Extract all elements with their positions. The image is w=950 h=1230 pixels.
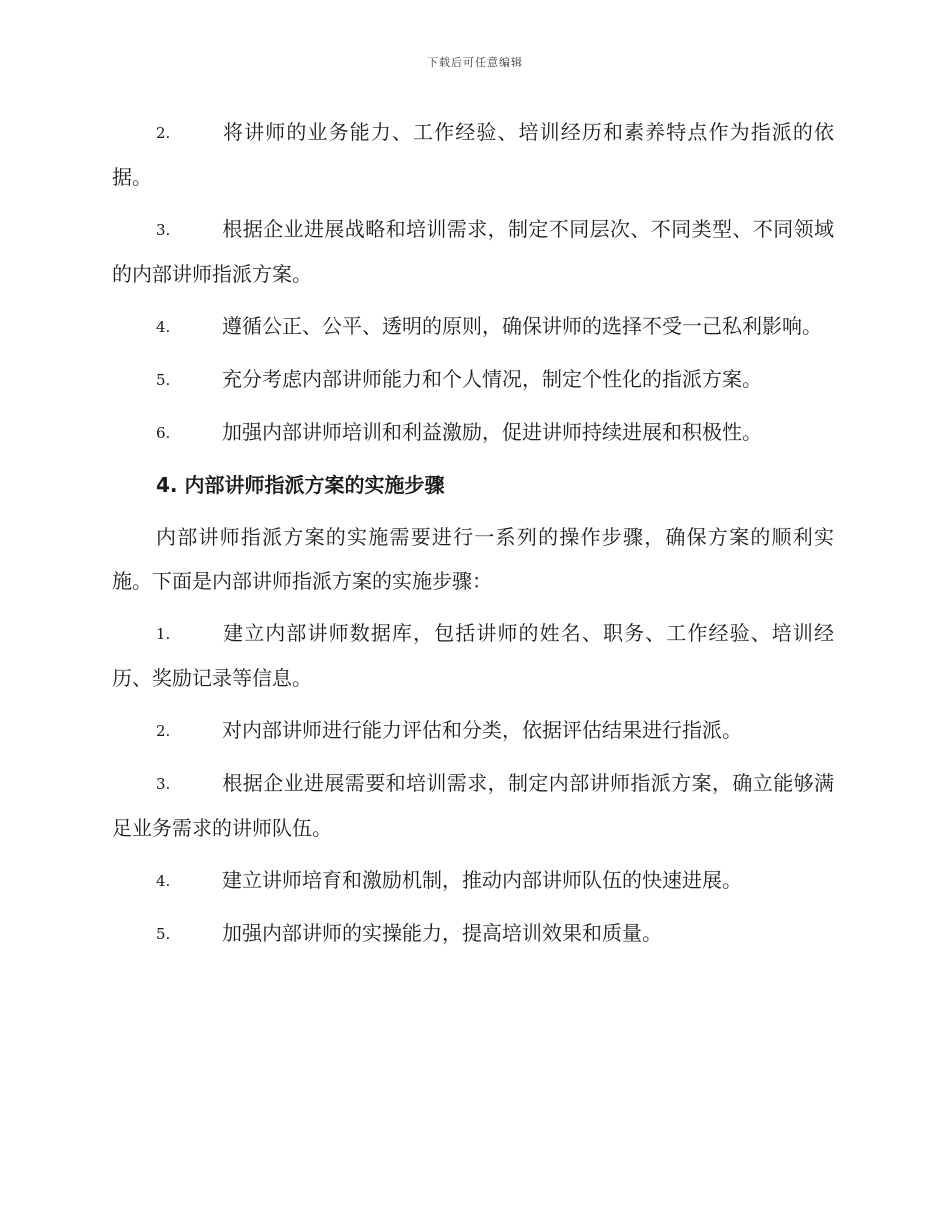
- list-item-number: 5.: [156, 925, 171, 943]
- list-item-text: 加强内部讲师培训和利益激励，促进讲师持续进展和积极性。: [222, 420, 762, 444]
- list-item-text: 将讲师的业务能力、工作经验、培训经历和素养特点作为指派的依据。: [112, 120, 834, 189]
- page-header: 下载后可任意编辑: [427, 56, 523, 69]
- list-item-number: 6.: [156, 424, 171, 442]
- list-item: [112, 410, 834, 455]
- list-item-number: 1.: [156, 625, 171, 643]
- list-item: [112, 708, 834, 753]
- list-item-text: 建立内部讲师数据库，包括讲师的姓名、职务、工作经验、培训经历、奖励记录等信息。: [112, 621, 834, 690]
- list-item-number: 3.: [156, 775, 171, 793]
- list-item-text: 根据企业进展战略和培训需求，制定不同层次、不同类型、不同领域的内部讲师指派方案。: [112, 217, 834, 286]
- document-body: [112, 110, 834, 964]
- list-item: [112, 110, 834, 199]
- list-item-number: 4.: [156, 872, 171, 890]
- list-item-text: 充分考虑内部讲师能力和个人情况，制定个性化的指派方案。: [222, 367, 762, 391]
- list-item-text: 加强内部讲师的实操能力，提高培训效果和质量。: [222, 921, 662, 945]
- list-item: [112, 911, 834, 956]
- section-heading: 4. 内部讲师指派方案的实施步骤: [156, 473, 445, 497]
- list-item: [112, 207, 834, 296]
- list-item-number: 5.: [156, 371, 171, 389]
- list-item-text: 对内部讲师进行能力评估和分类，依据评估结果进行指派。: [222, 718, 742, 742]
- list-item-number: 4.: [156, 318, 171, 336]
- list-item: [112, 761, 834, 850]
- list-item-text: 根据企业进展需要和培训需求，制定内部讲师指派方案，确立能够满足业务需求的讲师队伍。: [112, 771, 834, 840]
- list-item-text: 建立讲师培育和激励机制，推动内部讲师队伍的快速进展。: [222, 868, 742, 892]
- list-item-number: 2.: [156, 124, 171, 142]
- list-item-number: 2.: [156, 722, 171, 740]
- list-item-text: 遵循公正、公平、透明的原则，确保讲师的选择不受一己私利影响。: [222, 314, 822, 338]
- list-item: [112, 611, 834, 700]
- section-intro-paragraph: 内部讲师指派方案的实施需要进行一系列的操作步骤，确保方案的顺利实施。下面是内部讲师指派方案的实施步骤：: [112, 525, 834, 593]
- list-item: [112, 858, 834, 903]
- list-item: [112, 357, 834, 402]
- list-item-number: 3.: [156, 221, 171, 239]
- list-item: [112, 304, 834, 349]
